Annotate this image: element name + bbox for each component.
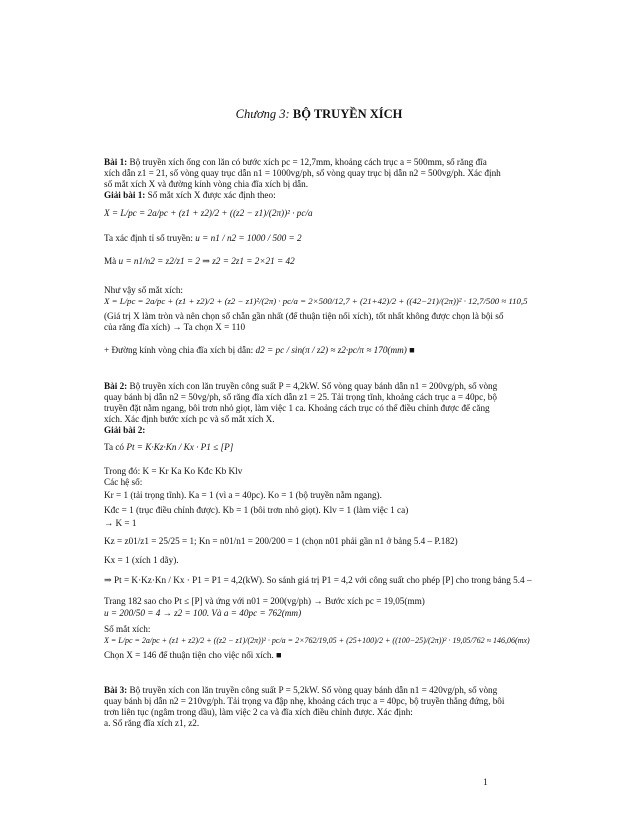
bai1-note-line-2: của răng đĩa xích) → Ta chọn X = 110 bbox=[104, 322, 246, 332]
bai2-pt-line: ⇒ Pt = K·Kz·Kn / Kx · P1 = P1 = 4,2(kW). So sánh giá trị P1 = 4,2 với công suất cho phép [P] cho trong bảng 5.4 – bbox=[104, 575, 532, 585]
bai2-trongdo-line: Trong đó: K = Kr Ka Ko Kđc Kb Klv bbox=[104, 466, 243, 476]
bai2-trang-line: Trang 182 sao cho Pt ≤ [P] và ứng với n01 = 200(vg/ph) → Bước xích pc = 19,05(mm) bbox=[104, 596, 425, 606]
bai2-taco-line bbox=[104, 442, 534, 454]
bai2-heso-heading: Các hệ số: bbox=[104, 477, 143, 487]
bai1-ratio-label: Ta xác định tỉ số truyền: bbox=[104, 233, 193, 243]
bai2-text-1: Bộ truyền xích con lăn truyền công suất P = 4,2kW. Số vòng quay bánh dẫn n1 = 200vg/ph, số vòng bbox=[129, 381, 498, 391]
page-number: 1 bbox=[483, 778, 488, 788]
bai2-somatxich-label: Số mắt xích: bbox=[104, 624, 151, 634]
bai1-d2-formula: d2 = pc / sin(π / z2) ≈ z2·pc/π ≈ 170(mm) ■ bbox=[255, 345, 415, 355]
bai2-solution-label: Giải bài 2: bbox=[104, 425, 146, 435]
chapter-title bbox=[0, 107, 638, 122]
bai2-line-4: xích. Xác định bước xích pc và số mắt xích X. bbox=[104, 414, 275, 424]
bai1-ma-label: Mà bbox=[104, 256, 117, 266]
bai3-line-2: quay bánh bị dẫn n2 = 210vg/ph. Tải trọng va đập nhẹ, khoảng cách trục a = 40pc, bộ truyền thẳng đứng, bôi bbox=[104, 696, 505, 706]
bai1-text-1: Bộ truyền xích ống con lăn có bước xích pc = 12,7mm, khoảng cách trục a = 500mm, số răng đĩa bbox=[129, 157, 487, 167]
bai1-solution-heading bbox=[104, 190, 534, 202]
bai2-somatxich-line bbox=[104, 624, 534, 636]
chapter-name: BỘ TRUYỀN XÍCH bbox=[292, 107, 403, 121]
bai1-d2-line bbox=[104, 345, 534, 357]
bai1-nhuvay-formula: X = L/pc = 2a/pc + (z1 + z2)/2 + (z2 − z1)²/(2π) · pc/a = 2×500/12,7 + (21+42)/2 + ((42−21)/(2π))² · 12,7/500 ≈ 110,5 bbox=[104, 296, 528, 306]
bai1-line-3: số mắt xích X và đường kính vòng chia đĩa xích bị dẫn. bbox=[104, 179, 309, 189]
bai3-line-1 bbox=[104, 685, 534, 697]
bai1-formula-x: X = L/pc = 2a/pc + (z1 + z2)/2 + ((z2 − z1)/(2π))² · pc/a bbox=[104, 208, 313, 218]
bai2-somatxich-formula: X = L/pc = 2a/pc + (z1 + z2)/2 + ((z2 − z1)/(2π))² · pc/a = 2×762/19,05 + (25+100)/2 + ((100−25)/(2π))² · 19,05/762 ≈ 146,06(mx) bbox=[104, 636, 530, 645]
bai1-note-line-1: (Giá trị X làm tròn và nên chọn số chẵn gần nhất (để thuận tiện nối xích), tốt nhất không được chọn là bội số bbox=[104, 311, 504, 321]
bai1-line-2: xích dẫn z1 = 21, số vòng quay trục dẫn n1 = 1000vg/ph, số vòng quay trục bị dẫn n2 = 500vg/ph. Xác định bbox=[104, 168, 501, 178]
bai2-coeff-line-3: → K = 1 bbox=[104, 518, 137, 528]
bai2-taco-label: Ta có bbox=[104, 442, 125, 452]
bai3-item-a: a. Số răng đĩa xích z1, z2. bbox=[104, 718, 200, 728]
bai2-u-line: u = 200/50 = 4 → z2 = 100. Và a = 40pc = 762(mm) bbox=[104, 608, 302, 618]
bai1-label: Bài 1: bbox=[104, 157, 128, 167]
bai1-nhuvay-line bbox=[104, 285, 534, 297]
bai2-line-2: quay bánh bị dẫn n2 = 50vg/ph, số răng đĩa xích dẫn z1 = 25. Tải trọng tĩnh, khoảng cách trục a = 40pc, bộ bbox=[104, 392, 497, 402]
bai1-solution-label: Giải bài 1: bbox=[104, 190, 146, 200]
bai2-solution-heading bbox=[104, 425, 534, 437]
bai1-ratio-formula: u = n1 / n2 = 1000 / 500 = 2 bbox=[195, 233, 302, 243]
bai2-line-3: truyền đặt nằm ngang, bôi trơn nhỏ giọt, làm việc 1 ca. Khoảng cách trục có thể điều chỉnh được để căng bbox=[104, 403, 490, 413]
bai1-ma-line bbox=[104, 256, 534, 268]
bai2-chon-line: Chọn X = 146 để thuận tiện cho việc nối xích. ■ bbox=[104, 650, 282, 660]
bai1-ma-formula: u = n1/n2 = z2/z1 = 2 ⇒ z2 = 2z1 = 2×21 = 42 bbox=[118, 256, 295, 266]
bai2-label: Bài 2: bbox=[104, 381, 128, 391]
bai2-taco-formula: Pt = K·Kz·Kn / Kx · P1 ≤ [P] bbox=[126, 442, 234, 452]
bai1-ratio-line bbox=[104, 233, 534, 245]
chapter-prefix: Chương 3: bbox=[235, 107, 290, 121]
bai2-coeff-line-2: Kđc = 1 (trục điều chỉnh được). Kb = 1 (bôi trơn nhỏ giọt). Klv = 1 (làm việc 1 ca) bbox=[104, 505, 409, 515]
bai3-label: Bài 3: bbox=[104, 685, 128, 695]
bai1-nhuvay-label: Như vậy số mắt xích: bbox=[104, 285, 183, 295]
bai3-text-1: Bộ truyền xích con lăn truyền công suất P = 5,2kW. Số vòng quay bánh dẫn n1 = 420vg/ph, số vòng bbox=[129, 685, 498, 695]
bai1-solution-text: Số mắt xích X được xác định theo: bbox=[147, 190, 276, 200]
bai1-d2-label: + Đường kính vòng chia đĩa xích bị dẫn: bbox=[104, 345, 254, 355]
bai2-kz-kn-line: Kz = z01/z1 = 25/25 = 1; Kn = n01/n1 = 200/200 = 1 (chọn n01 phải gần n1 ở bảng 5.4 – P.182) bbox=[104, 536, 458, 546]
bai3-line-3: trơn liên tục (ngâm trong dầu), làm việc 2 ca và đĩa xích điều chỉnh được. Xác định: bbox=[104, 707, 413, 717]
bai2-line-1 bbox=[104, 381, 534, 393]
bai1-line-1 bbox=[104, 157, 534, 169]
bai2-coeff-line-1: Kr = 1 (tải trọng tĩnh). Ka = 1 (vì a = 40pc). Ko = 1 (bộ truyền nằm ngang). bbox=[104, 490, 382, 500]
bai2-kx-line: Kx = 1 (xích 1 dãy). bbox=[104, 555, 179, 565]
